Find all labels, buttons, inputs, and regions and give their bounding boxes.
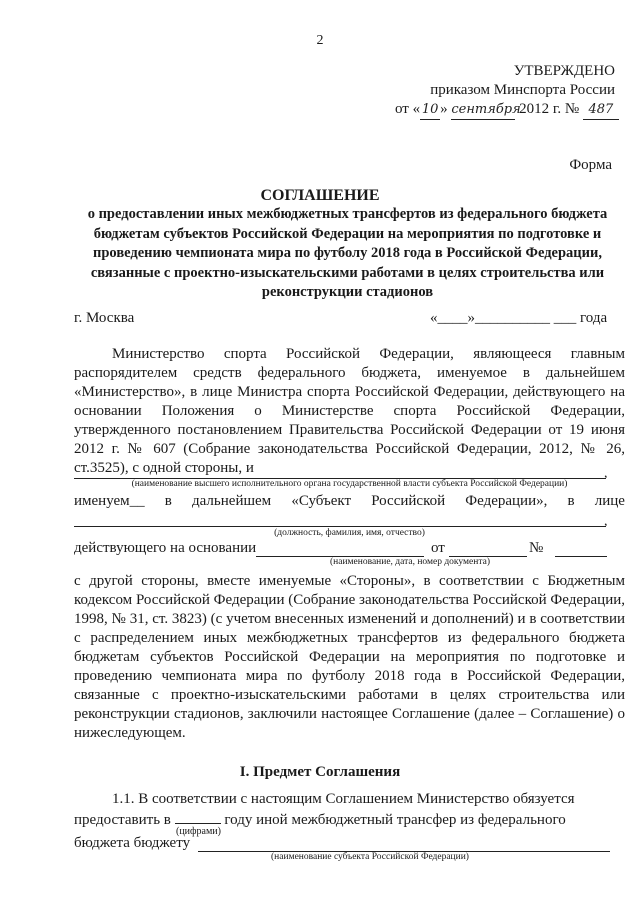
basis-number: № <box>529 540 544 556</box>
agreement-date-field: «____»__________ ___ года <box>430 310 608 326</box>
approved-date-line: от « 10 » сентября 2012 г. № 487 <box>395 100 615 120</box>
document-title: СОГЛАШЕНИЕ <box>260 187 380 204</box>
approved-title: УТВЕРЖДЕНО <box>513 63 615 79</box>
position-fill-line <box>74 526 606 527</box>
paragraph-parties: с другой стороны, вместе именуемые «Стороны», в соответствии с Бюджетным кодексом Российской Федерации (Собрание законодательства Российской Федерации, 1998, № 31, ст. 3823) (с учетом внесенных изменений и дополнений) и в соответствии с распределением иных межбюджетных трансфертов из федерального бюджета бюджетам субъектов Российской Федерации на мероприятия по подготовке и проведению чемпионата мира по футболу 2018 года в Российской Федерации, связанные с проектно-изыскательскими работами в целях строительства или реконструкции стадионов, заключили настоящее Соглашение (далее – Соглашение) о нижеследующем. <box>74 573 625 741</box>
caption-position: (должность, фамилия, имя, отчество) <box>274 528 425 538</box>
caption-subject-name: (наименование субъекта Российской Федерации) <box>271 852 469 862</box>
year-fill-line <box>175 809 221 824</box>
caption-subject-organ: (наименование высшего исполнительного органа государственной власти субъекта Российской Федерации) <box>131 479 568 489</box>
budget-line-label: бюджета бюджету <box>74 835 191 851</box>
provide-line: предоставить в году иной межбюджетный трансфер из федерального <box>74 809 566 829</box>
basis-from: от <box>431 540 445 556</box>
section-heading: I. Предмет Соглашения <box>239 764 401 780</box>
caption-digits: (цифрами) <box>176 826 221 837</box>
handwritten-number: 487 <box>583 100 619 120</box>
comma: , <box>604 466 608 481</box>
basis-label: действующего на основании <box>74 540 257 556</box>
handwritten-day: 10 <box>420 100 440 120</box>
city: г. Москва <box>74 310 135 326</box>
document-subtitle: о предоставлении иных межбюджетных трансфертов из федерального бюджета бюджетам субъектов Российской Федерации на мероприятия по подготовке и проведению чемпионата мира по футболу 2018 года в Российской Федерации, связанные с проектно-изыскательскими работами в целях строительства или реконструкции стадионов <box>87 206 608 300</box>
comma: , <box>604 514 608 529</box>
approved-order: приказом Минспорта России <box>430 82 615 98</box>
approval-stamp <box>395 62 615 120</box>
named-row: именуем__ в дальнейшем «Субъект Российской Федерации», в лице <box>74 493 625 509</box>
form-label: Форма <box>569 157 612 173</box>
paragraph-1-1: 1.1. В соответствии с настоящим Соглашением Министерство обязуется <box>112 791 575 807</box>
caption-document: (наименование, дата, номер документа) <box>329 557 490 567</box>
paragraph-ministry: Министерство спорта Российской Федерации, являющееся главным распорядителем средств федерального бюджета, именуемое в дальнейшем «Министерство», в лице Министра спорта Российской Федерации, действующего на основании Положения о Министерстве спорта Российской Федерации, утвержденного постановлением Правительства Российской Федерации от 19 июня 2012 г. № 607 (Собрание законодательства Российской Федерации, 2012, № 26, ст.3525), с одной стороны, и <box>74 346 625 476</box>
handwritten-month: сентября <box>451 100 515 120</box>
basis-number-line <box>555 556 607 557</box>
page-number: 2 <box>316 33 324 48</box>
